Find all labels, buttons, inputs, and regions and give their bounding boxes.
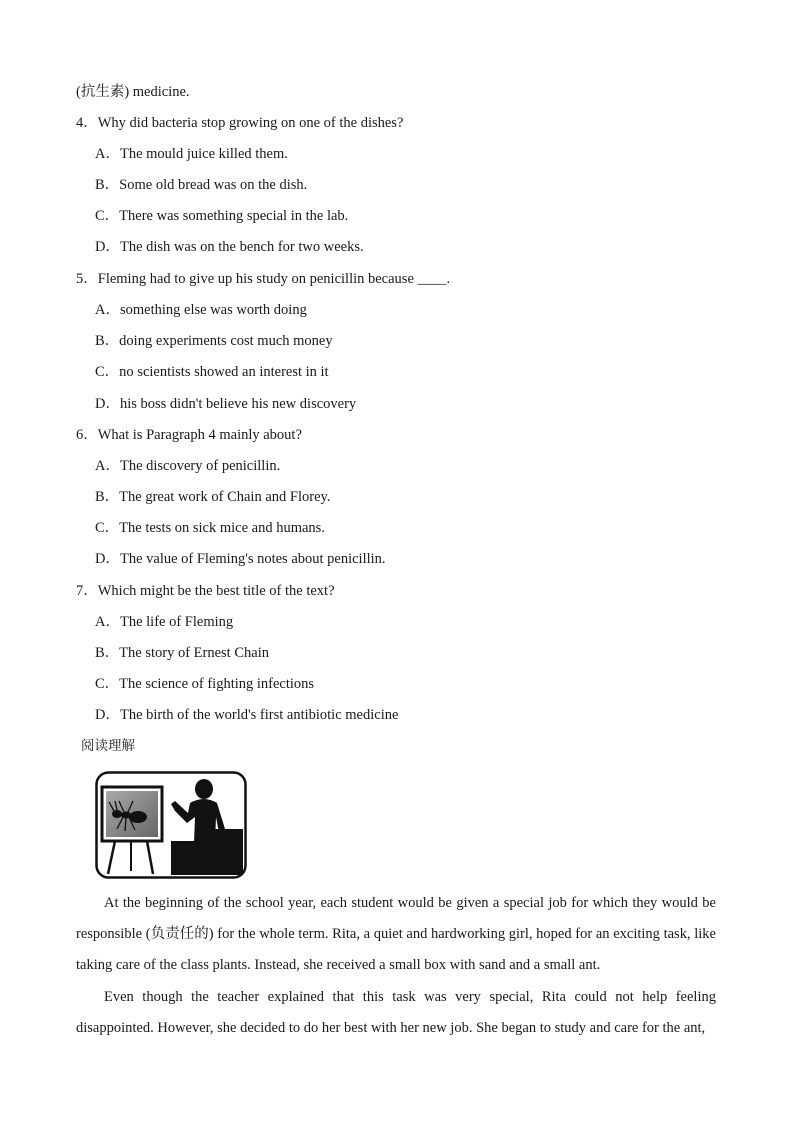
passage-paragraph: Even though the teacher explained that this task was very special, Rita could not help feeling disappointed. However, she decided to do her best with her new job. She began to study and care for the ant, <box>76 989 716 1037</box>
question-option: B．The great work of Chain and Florey. <box>95 489 331 505</box>
question-stem: 4．Why did bacteria stop growing on one of the dishes? <box>76 115 404 131</box>
question-option: A．The life of Fleming <box>95 614 234 630</box>
passage-paragraph: At the beginning of the school year, each student would be given a special job for which they would be responsible (负责任的) for the whole term. Rita, a quiet and hardworking girl, hoped for an exciting task, like taking care of the class plants. Instead, she received a small box with sand and a small ant. <box>76 895 716 974</box>
question-option: A．The discovery of penicillin. <box>95 458 281 474</box>
question-option: D．The dish was on the bench for two weeks. <box>95 239 364 255</box>
section-title: 阅读理解 <box>81 738 135 754</box>
teacher-ant-illustration <box>95 771 247 879</box>
question-option: C．The science of fighting infections <box>95 676 315 692</box>
question-option: A．The mould juice killed them. <box>95 146 288 162</box>
question-stem: 7．Which might be the best title of the text? <box>76 583 335 599</box>
question-option: D．The birth of the world's first antibiotic medicine <box>95 707 399 723</box>
carryover-line: (抗生素) medicine. <box>76 84 190 100</box>
question-option: B．Some old bread was on the dish. <box>95 177 308 193</box>
question-option: C．no scientists showed an interest in it <box>95 364 329 380</box>
question-option: B．doing experiments cost much money <box>95 333 333 349</box>
question-option: D．his boss didn't believe his new discovery <box>95 396 357 412</box>
question-option: A．something else was worth doing <box>95 302 307 318</box>
question-option: C．There was something special in the lab. <box>95 208 349 224</box>
question-option: B．The story of Ernest Chain <box>95 645 269 661</box>
question-stem: 6．What is Paragraph 4 mainly about? <box>76 427 302 443</box>
question-stem: 5．Fleming had to give up his study on penicillin because ____. <box>76 271 451 287</box>
question-option: C．The tests on sick mice and humans. <box>95 520 325 536</box>
question-option: D．The value of Fleming's notes about penicillin. <box>95 551 386 567</box>
